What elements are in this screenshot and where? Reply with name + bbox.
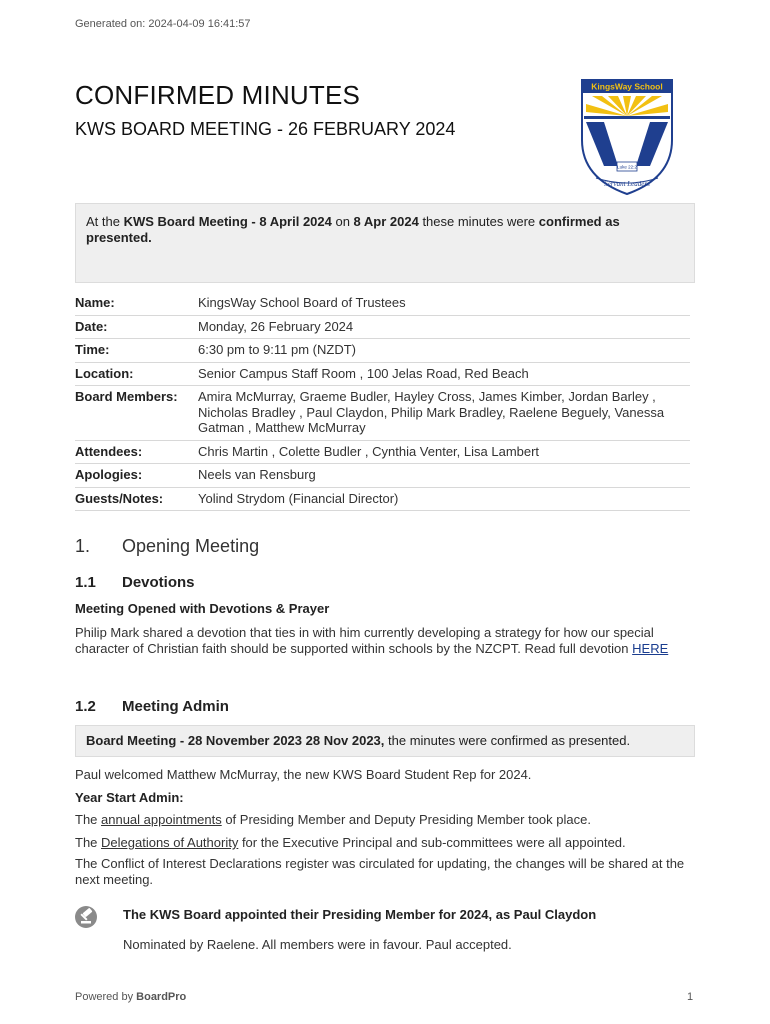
section-number: 1. xyxy=(75,536,91,556)
meta-label: Time: xyxy=(75,339,198,363)
appointments-line xyxy=(75,812,685,828)
previous-meeting-status: the minutes were confirmed as presented. xyxy=(384,733,631,748)
meta-row-location xyxy=(75,362,690,386)
confirmation-mid: on xyxy=(331,214,354,229)
meeting-details-table xyxy=(75,292,690,511)
meta-value: KingsWay School Board of Trustees xyxy=(198,292,690,315)
footer-powered-by xyxy=(75,991,186,1003)
meta-value: Yolind Strydom (Financial Director) xyxy=(198,487,690,511)
school-crest-logo xyxy=(578,78,676,196)
meta-label: Attendees: xyxy=(75,440,198,464)
year-start-heading: Year Start Admin: xyxy=(75,790,184,805)
delegations-line xyxy=(75,835,685,851)
meta-value: Monday, 26 February 2024 xyxy=(198,315,690,339)
meta-row-time xyxy=(75,339,690,363)
section-heading-opening-meeting xyxy=(75,536,259,557)
gavel-icon xyxy=(75,906,97,928)
confirmation-meeting: KWS Board Meeting - 8 April 2024 xyxy=(123,214,332,229)
confirmation-status: confirmed as presented. xyxy=(86,214,620,245)
line-prefix: The xyxy=(75,835,102,850)
previous-minutes-banner xyxy=(75,725,695,757)
footer-brand: BoardPro xyxy=(136,991,187,1003)
section-title: Opening Meeting xyxy=(122,536,260,556)
subsection-heading-devotions xyxy=(75,574,195,591)
resolution-title: The KWS Board appointed their Presiding Member for 2024, as Paul Claydon xyxy=(123,907,597,922)
subsection-title: Meeting Admin xyxy=(122,698,229,715)
meta-label: Board Members: xyxy=(75,386,198,441)
meta-row-name xyxy=(75,292,690,315)
subsection-heading-meeting-admin xyxy=(75,698,229,715)
resolution-note: Nominated by Raelene. All members were in favour. Paul accepted. xyxy=(123,937,512,952)
confirmation-date: 8 Apr 2024 xyxy=(353,214,419,229)
document-subtitle: KWS BOARD MEETING - 26 FEBRUARY 2024 xyxy=(75,119,456,139)
logo-verse: Luke 22:2 xyxy=(617,164,637,170)
footer-powered-label: Powered by xyxy=(75,991,137,1003)
meta-row-attendees xyxy=(75,440,690,464)
confirmation-mid2: these minutes were xyxy=(418,214,539,229)
meta-label: Guests/Notes: xyxy=(75,487,198,511)
logo-name: KingsWay School xyxy=(591,81,663,92)
meta-value: Neels van Rensburg xyxy=(198,464,690,488)
conflict-of-interest-text: The Conflict of Interest Declarations register was circulated for updating, the changes will be shared at the next meeting. xyxy=(75,856,685,887)
welcome-text: Paul welcomed Matthew McMurray, the new KWS Board Student Rep for 2024. xyxy=(75,767,532,782)
meta-value: Senior Campus Staff Room , 100 Jelas Road, Red Beach xyxy=(198,362,690,386)
line-suffix: for the Executive Principal and sub-committees were all appointed. xyxy=(238,835,626,850)
annual-appointments-link[interactable]: annual appointments xyxy=(101,812,222,827)
meta-value: 6:30 pm to 9:11 pm (NZDT) xyxy=(198,339,690,363)
logo-motto: Servant Leaders xyxy=(604,180,650,188)
subsection-number: 1.1 xyxy=(75,574,96,591)
subsection-number: 1.2 xyxy=(75,698,96,715)
delegations-of-authority-link[interactable]: Delegations of Authority xyxy=(101,835,239,850)
devotions-text: Philip Mark shared a devotion that ties in with him currently developing a strategy for how our special character of Christian faith should be supported within schools by the NZCPT. Read full devotion xyxy=(75,625,654,656)
meta-row-board-members xyxy=(75,386,690,441)
previous-meeting: Board Meeting - 28 November 2023 28 Nov 2023, xyxy=(86,733,385,748)
line-prefix: The xyxy=(75,812,102,827)
subsection-title: Devotions xyxy=(122,574,195,591)
meta-row-apologies xyxy=(75,464,690,488)
meta-label: Location: xyxy=(75,362,198,386)
meta-label: Date: xyxy=(75,315,198,339)
document-title: CONFIRMED MINUTES xyxy=(75,80,361,110)
page-number: 1 xyxy=(687,991,694,1003)
devotions-paragraph xyxy=(75,625,685,657)
confirmation-banner xyxy=(75,203,695,283)
devotion-link[interactable]: HERE xyxy=(632,641,669,656)
meta-label: Name: xyxy=(75,292,198,315)
meta-label: Apologies: xyxy=(75,464,198,488)
meta-value: Chris Martin , Colette Budler , Cynthia Venter, Lisa Lambert xyxy=(198,440,690,464)
confirmation-prefix: At the xyxy=(86,214,124,229)
generated-timestamp: Generated on: 2024-04-09 16:41:57 xyxy=(75,18,251,30)
line-suffix: of Presiding Member and Deputy Presiding Member took place. xyxy=(221,812,591,827)
meta-value: Amira McMurray, Graeme Budler, Hayley Cross, James Kimber, Jordan Barley , Nicholas Bradley , Paul Claydon, Philip Mark Bradley, Raelene Beguely, Vanessa Gatman , Matthew McMurray xyxy=(198,386,690,441)
meta-row-date xyxy=(75,315,690,339)
meta-row-guests xyxy=(75,487,690,511)
devotions-heading: Meeting Opened with Devotions & Prayer xyxy=(75,601,330,616)
